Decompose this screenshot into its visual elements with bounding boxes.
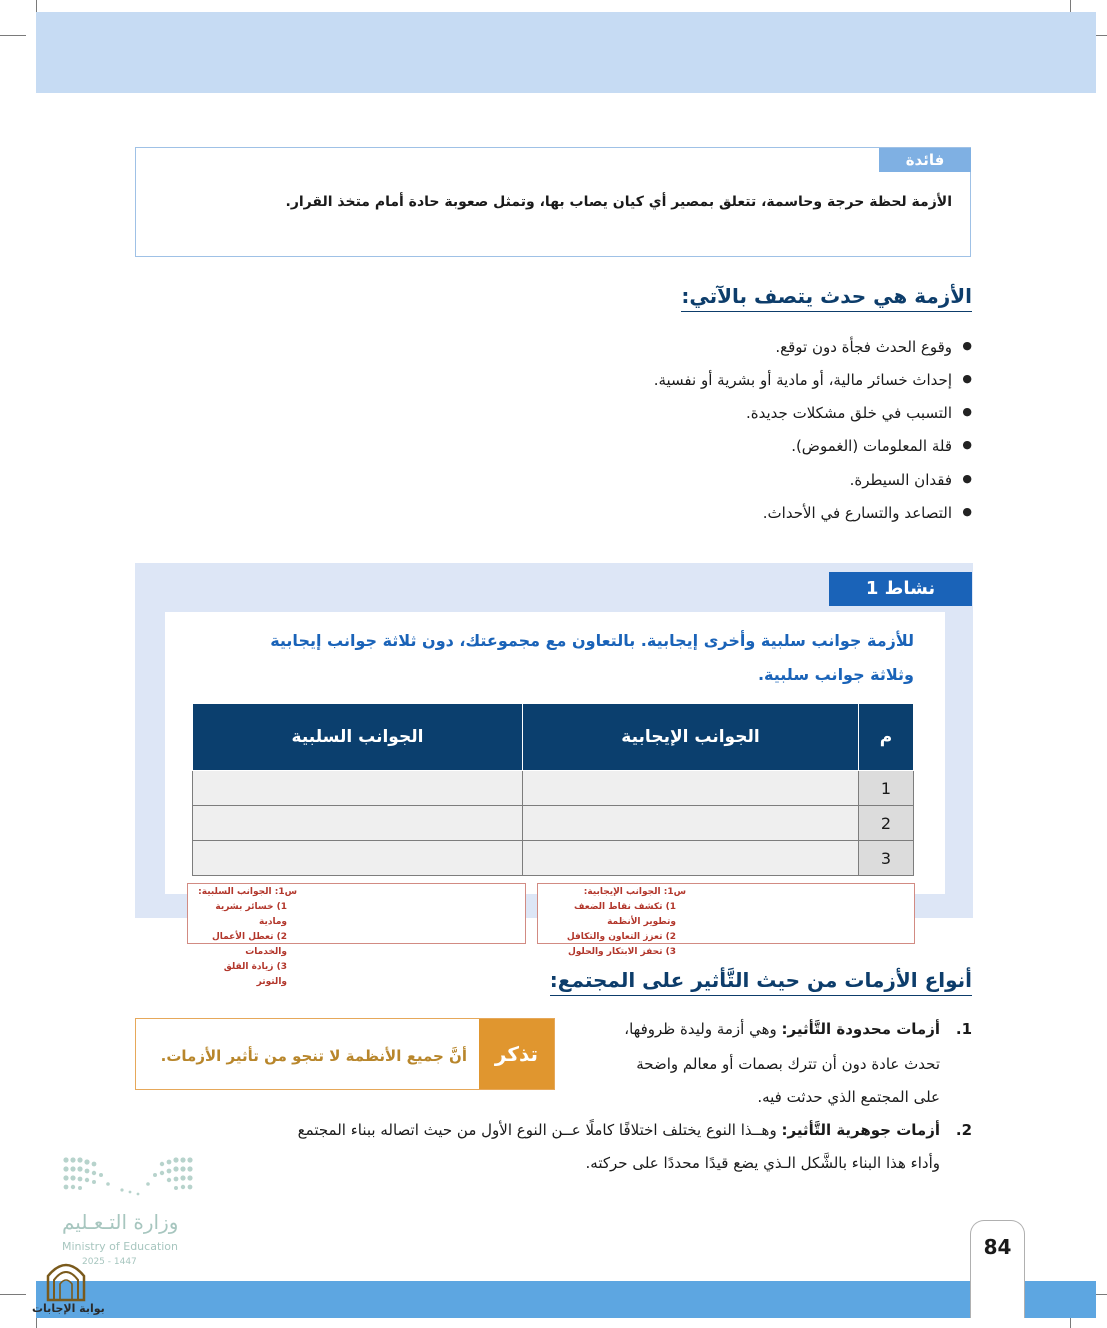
item-number: 1. bbox=[955, 1020, 972, 1038]
negative-answer-note bbox=[187, 883, 526, 987]
page-number: 84 bbox=[983, 1235, 1012, 1259]
watermark-logo-icon bbox=[44, 1256, 88, 1302]
footer-band bbox=[1024, 1281, 1096, 1318]
type-item-title: أزمات جوهرية التَّأثير: bbox=[781, 1121, 940, 1139]
note-line: 3) تحفز الابتكار والحلول bbox=[567, 947, 676, 957]
table-row bbox=[193, 841, 914, 876]
row-number: 2 bbox=[859, 806, 914, 841]
benefit-text: الأزمة لحظة حرجة وحاسمة، تتعلق بمصير أي كيان يصاب بها، وتمثل صعوبة حادة أمام متخذ القرار. bbox=[285, 194, 952, 210]
column-header-negative: الجوانب السلبية bbox=[193, 704, 523, 771]
activity-text-line1: للأزمة جوانب سلبية وأخرى إيجابية. بالتعاون مع مجموعتك، دون ثلاثة جوانب إيجابية bbox=[270, 631, 914, 650]
crop-mark bbox=[0, 35, 26, 36]
table-row bbox=[193, 771, 914, 806]
type-item-text: وهي أزمة وليدة ظروفها، bbox=[624, 1020, 777, 1038]
types-heading: أنواع الأزمات من حيث التَّأثير على المجتمع: bbox=[550, 968, 972, 996]
row-number: 3 bbox=[859, 841, 914, 876]
note-line: 1) تكشف نقاط الضعف وتطوير الأنظمة bbox=[574, 902, 676, 927]
type-item-1-line2: تحدث عادة دون أن تترك بصمات أو معالم واضحة bbox=[636, 1055, 940, 1073]
benefit-tag: فائدة bbox=[879, 148, 971, 172]
list-item: التصاعد والتسارع في الأحداث. ● bbox=[763, 504, 952, 522]
table-row bbox=[193, 806, 914, 841]
note-line: 2) تعزز التعاون والتكافل bbox=[566, 932, 676, 942]
type-item-text: وهــذا النوع يختلف اختلافًا كاملًا عــن النوع الأول من حيث اتصاله ببناء المجتمع bbox=[297, 1121, 777, 1139]
watermark-text: بوابة الإجابات bbox=[32, 1302, 105, 1315]
positive-answer-cell[interactable] bbox=[523, 806, 859, 841]
negative-answer-cell[interactable] bbox=[193, 806, 523, 841]
list-item: فقدان السيطرة. ● bbox=[850, 471, 952, 489]
ministry-logo-icon bbox=[62, 1152, 198, 1200]
footer-band bbox=[36, 1281, 971, 1318]
type-item-1-line3: على المجتمع الذي حدثت فيه. bbox=[757, 1088, 940, 1106]
note-title: س1: الجوانب السلبية: bbox=[198, 887, 297, 897]
activity-tag: نشاط 1 bbox=[829, 572, 972, 606]
table-header-row bbox=[193, 704, 914, 771]
list-item: إحداث خسائر مالية، أو مادية أو بشرية أو نفسية. ● bbox=[654, 371, 952, 389]
ministry-name-en: Ministry of Education bbox=[62, 1240, 179, 1253]
row-number: 1 bbox=[859, 771, 914, 806]
note-line: 1) خسائر بشرية ومادية bbox=[215, 902, 287, 927]
list-item: قلة المعلومات (الغموض). ● bbox=[791, 437, 952, 455]
column-header-positive: الجوانب الإيجابية bbox=[523, 704, 859, 771]
column-header-number: م bbox=[859, 704, 914, 771]
type-item-1-line1 bbox=[624, 1020, 940, 1038]
type-item-title: أزمات محدودة التَّأثير: bbox=[781, 1020, 940, 1038]
note-line: 3) زيادة القلق والتوتر bbox=[223, 962, 287, 987]
type-item-2-line1 bbox=[298, 1121, 940, 1139]
remember-text: أنَّ جميع الأنظمة لا تنجو من تأثير الأزمات. bbox=[160, 1047, 467, 1065]
header-band bbox=[36, 12, 1096, 93]
characteristics-heading: الأزمة هي حدث يتصف بالآتي: bbox=[681, 284, 972, 312]
type-item-2-line2: وأداء هذا البناء بالشَّكل الـذي يضع قيدًا محددًا على حركته. bbox=[585, 1154, 940, 1172]
activity-text-line2: وثلاثة جوانب سلبية. bbox=[757, 665, 914, 684]
list-item: التسبب في خلق مشكلات جديدة. ● bbox=[746, 404, 952, 422]
activity-table bbox=[192, 703, 914, 876]
negative-answer-cell[interactable] bbox=[193, 771, 523, 806]
ministry-year: 2025 - 1447 bbox=[82, 1257, 137, 1267]
remember-tag: تذكر bbox=[479, 1019, 554, 1089]
positive-answer-note bbox=[537, 883, 915, 957]
positive-answer-cell[interactable] bbox=[523, 841, 859, 876]
negative-answer-cell[interactable] bbox=[193, 841, 523, 876]
list-item: وقوع الحدث فجأة دون توقع. ● bbox=[775, 338, 952, 356]
positive-answer-cell[interactable] bbox=[523, 771, 859, 806]
ministry-name-ar: وزارة التـعـليم bbox=[62, 1210, 179, 1234]
crop-mark bbox=[0, 1294, 26, 1295]
note-line: 2) تعطل الأعمال والخدمات bbox=[211, 932, 287, 957]
note-title: س1: الجوانب الإيجابية: bbox=[583, 887, 686, 897]
item-number: 2. bbox=[955, 1121, 972, 1139]
